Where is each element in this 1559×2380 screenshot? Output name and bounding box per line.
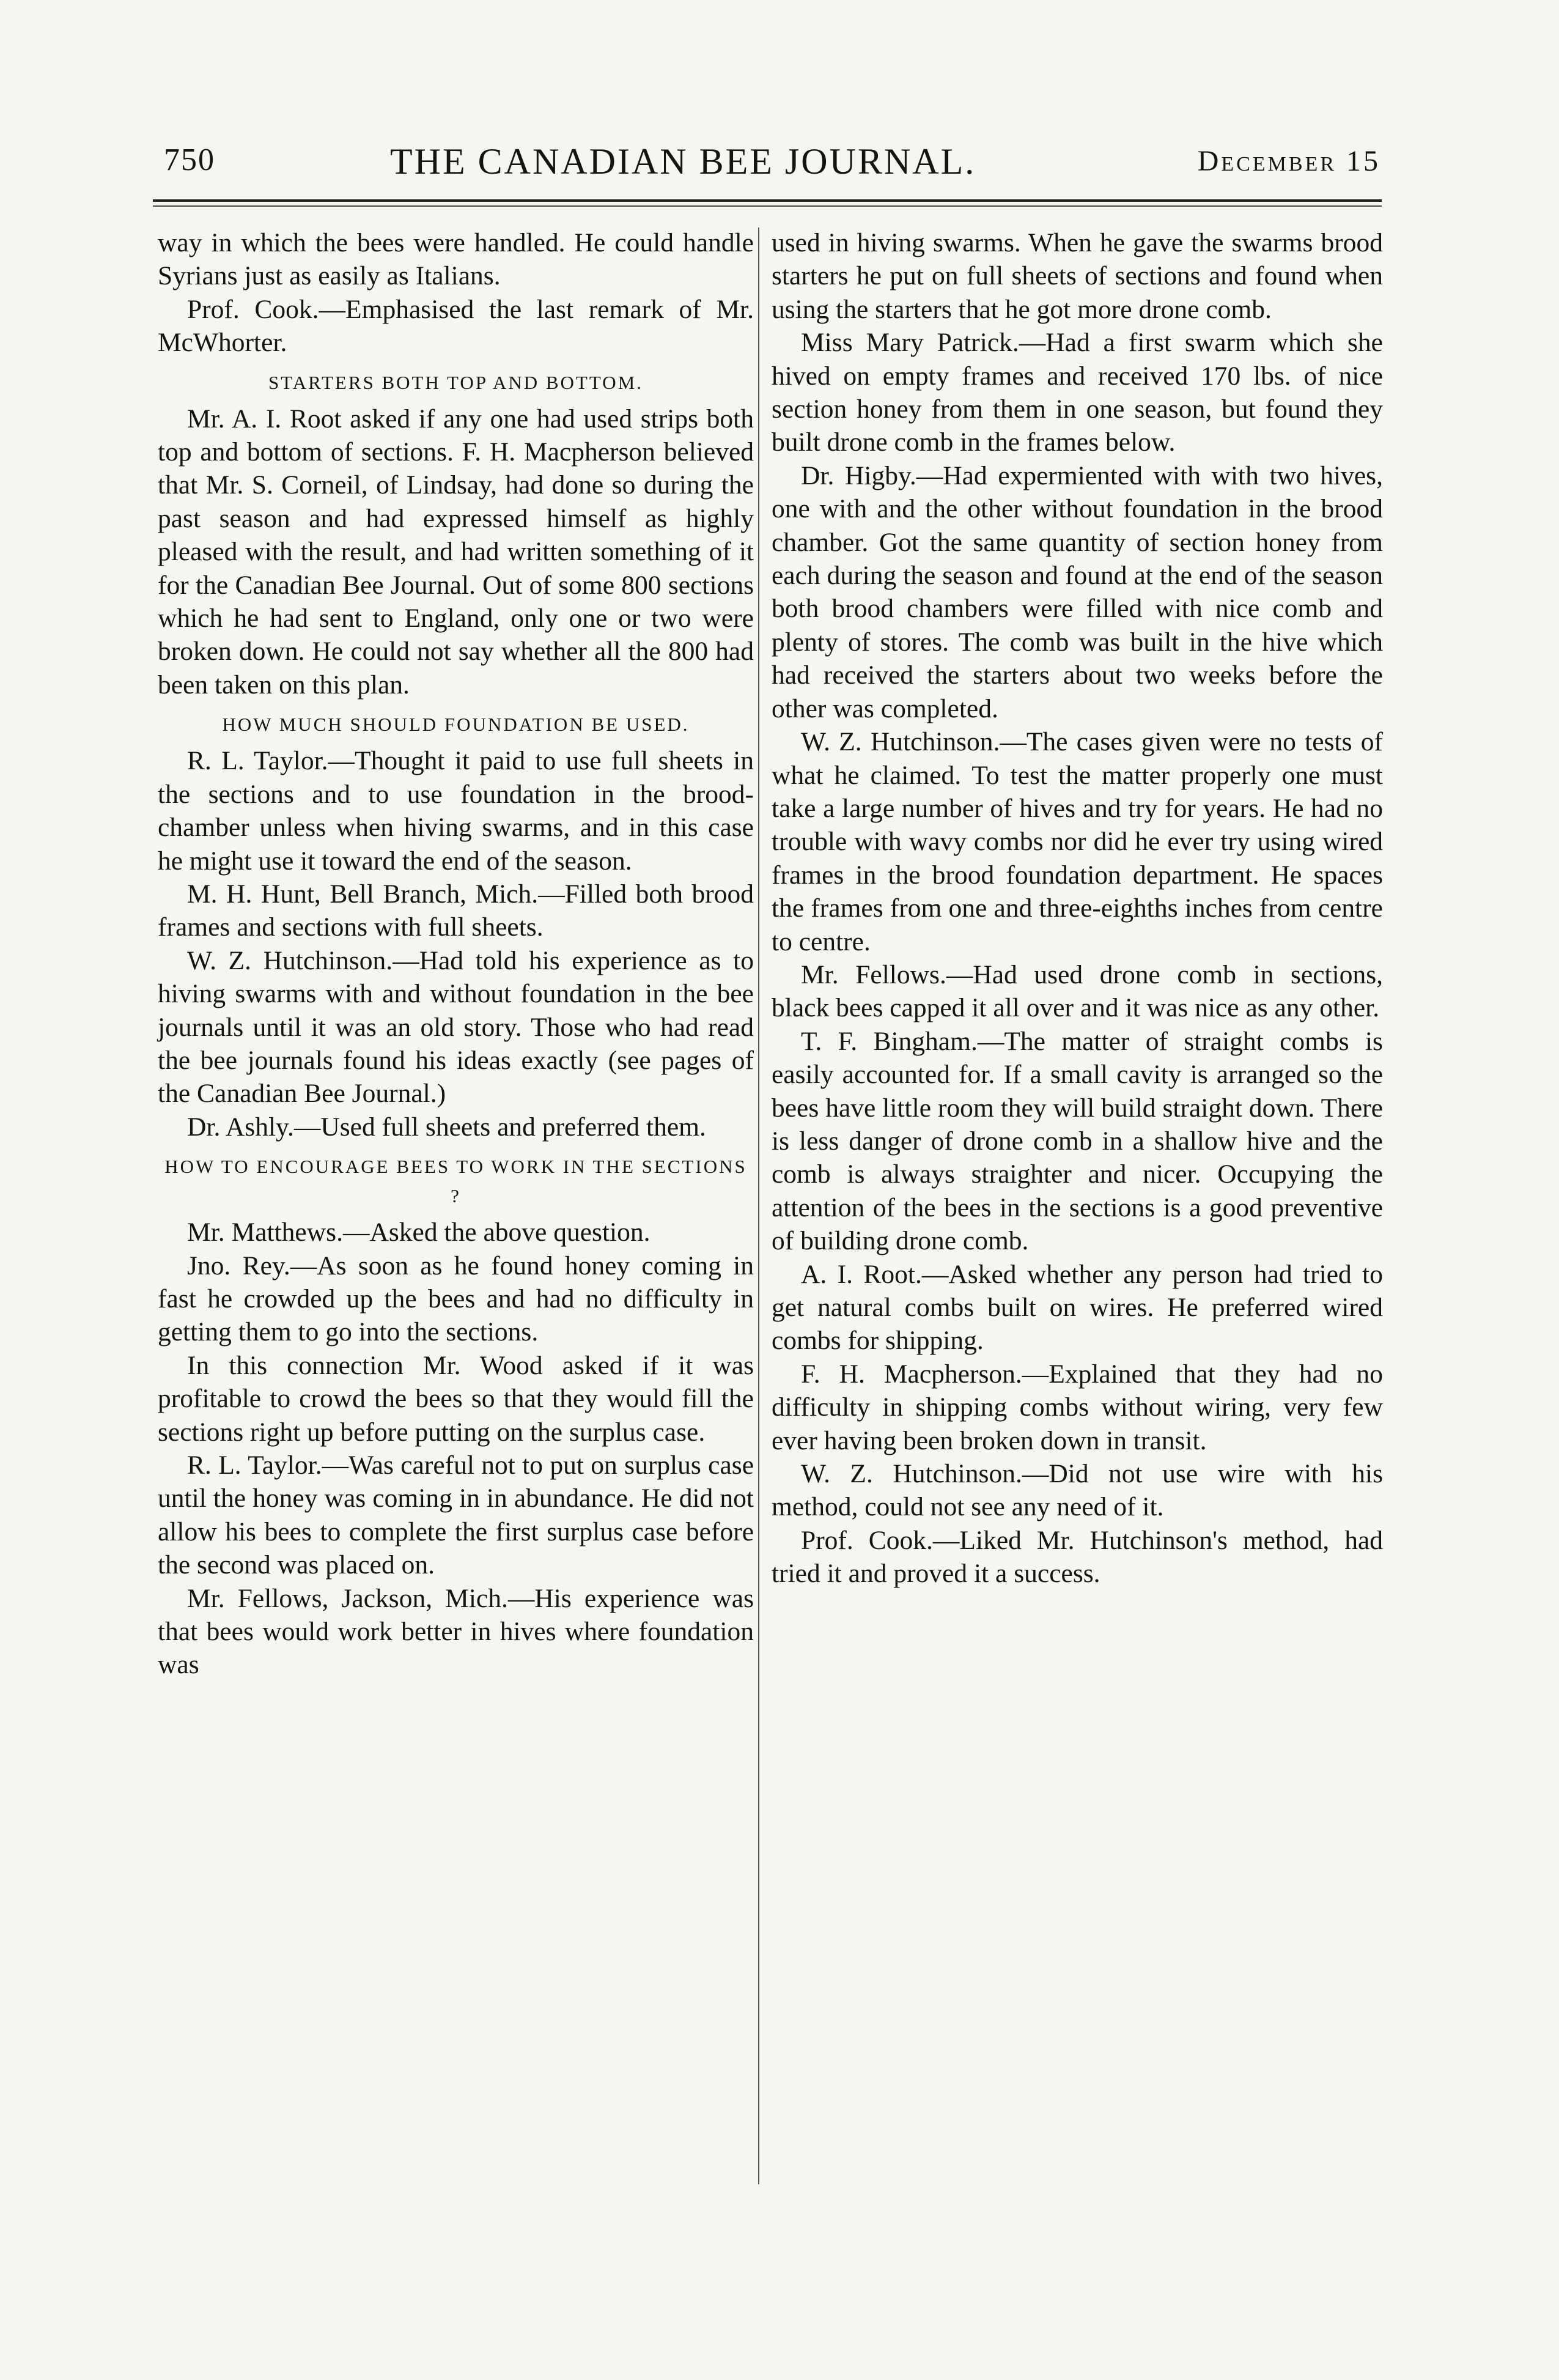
header-rule	[153, 199, 1382, 202]
paragraph: A. I. Root.—Asked whether any person had tried to get natural combs built on wires. He preferred wired combs for shipping.	[772, 1259, 1383, 1356]
journal-title: THE CANADIAN BEE JOURNAL.	[390, 141, 976, 182]
issue-date: December 15	[1197, 145, 1380, 177]
continued-paragraph: used in hiving swarms. When he gave the swarms brood starters he put on full sheets of sections and found when using the starters that he got more drone comb.	[772, 228, 1383, 324]
paragraph: R. L. Taylor.—Was careful not to put on surplus case until the honey was coming in in abundance. He did not allow his bees to complete the first surplus case before the second was placed on.	[158, 1451, 754, 1580]
left-column	[158, 226, 754, 1682]
paragraph: Jno. Rey.—As soon as he found honey coming in fast he crowded up the bees and had no difficulty in getting them to go into the sections.	[158, 1251, 754, 1347]
section-heading: HOW MUCH SHOULD FOUNDATION BE USED.	[222, 714, 690, 736]
paragraph: Dr. Ashly.—Used full sheets and preferred them.	[187, 1112, 706, 1142]
section-heading: STARTERS BOTH TOP AND BOTTOM.	[268, 371, 643, 393]
column-divider	[758, 227, 759, 2184]
paragraph: Mr. A. I. Root asked if any one had used strips both top and bottom of sections. F. H. Macpherson believed that Mr. S. Corneil, of Lindsay, had done so during the past season and had expressed himself as highly pleased with the result, and had written something of it for the Canadian Bee Journal. Out of some 800 sections which he had sent to England, only one or two were broken down. He could not say whether all the 800 had been taken on this plan.	[158, 404, 754, 700]
right-column	[772, 226, 1383, 1591]
continued-paragraph: way in which the bees were handled. He could handle Syrians just as easily as Italians.	[158, 228, 754, 291]
paragraph: Mr. Fellows.—Had used drone comb in sections, black bees capped it all over and it was nice as any other.	[772, 959, 1383, 1023]
paragraph: T. F. Bingham.—The matter of straight combs is easily accounted for. If a small cavity is arranged so the bees have little room they will build straight down. There is less danger of drone comb in a shallow hive and the comb is always straighter and nicer. Occupying the attention of the bees in the sections is a good preventive of building drone comb.	[772, 1026, 1383, 1256]
paragraph: Mr. Matthews.—Asked the above question.	[187, 1218, 651, 1247]
page-number: 750	[164, 142, 215, 177]
paragraph: W. Z. Hutchinson.—Had told his experience as to hiving swarms with and without foundation in the bee journals until it was an old story. Those who had read the bee journals found his ideas exactly (see pages of the Canadian Bee Journal.)	[158, 945, 754, 1109]
paragraph: Mr. Fellows, Jackson, Mich.—His experience was that bees would work better in hives where foundation was	[158, 1583, 754, 1680]
paragraph: Prof. Cook.—Emphasised the last remark of Mr. McWhorter.	[158, 294, 754, 358]
paragraph: In this connection Mr. Wood asked if it was profitable to crowd the bees so that they would fill the sections right up before putting on the surplus case.	[158, 1350, 754, 1447]
paragraph: Miss Mary Patrick.—Had a first swarm which she hived on empty frames and received 170 lbs. of nice section honey from them in one season, but found they built drone comb in the frames below.	[772, 328, 1383, 457]
paragraph: W. Z. Hutchinson.—Did not use wire with his method, could not see any need of it.	[772, 1459, 1383, 1522]
paragraph: Prof. Cook.—Liked Mr. Hutchinson's method, had tried it and proved it a success.	[772, 1525, 1383, 1589]
paragraph: F. H. Macpherson.—Explained that they had no difficulty in shipping combs without wiring, very few ever having been broken down in transit.	[772, 1359, 1383, 1455]
paragraph: R. L. Taylor.—Thought it paid to use full sheets in the sections and to use foundation in the brood-chamber unless when hiving swarms, and in this case he might use it toward the end of the season.	[158, 746, 754, 876]
page-header	[164, 142, 1380, 191]
paragraph: M. H. Hunt, Bell Branch, Mich.—Filled both brood frames and sections with full sheets.	[158, 879, 754, 942]
paragraph: W. Z. Hutchinson.—The cases given were no tests of what he claimed. To test the matter properly one must take a large number of hives and try for years. He had no trouble with wavy combs nor did he ever try using wired frames in the brood foundation department. He spaces the frames from one and three-eighths inches from centre to centre.	[772, 727, 1383, 956]
section-heading: HOW TO ENCOURAGE BEES TO WORK IN THE SECTIONS ?	[164, 1156, 747, 1207]
paragraph: Dr. Higby.—Had expermiented with with two hives, one with and the other without foundation in the brood chamber. Got the same quantity of section honey from each during the season and found at the end of the season both brood chambers were filled with nice comb and plenty of stores. The comb was built in the hive which had received the starters about two weeks before the other was completed.	[772, 460, 1383, 723]
header-rule-thin	[153, 205, 1382, 207]
